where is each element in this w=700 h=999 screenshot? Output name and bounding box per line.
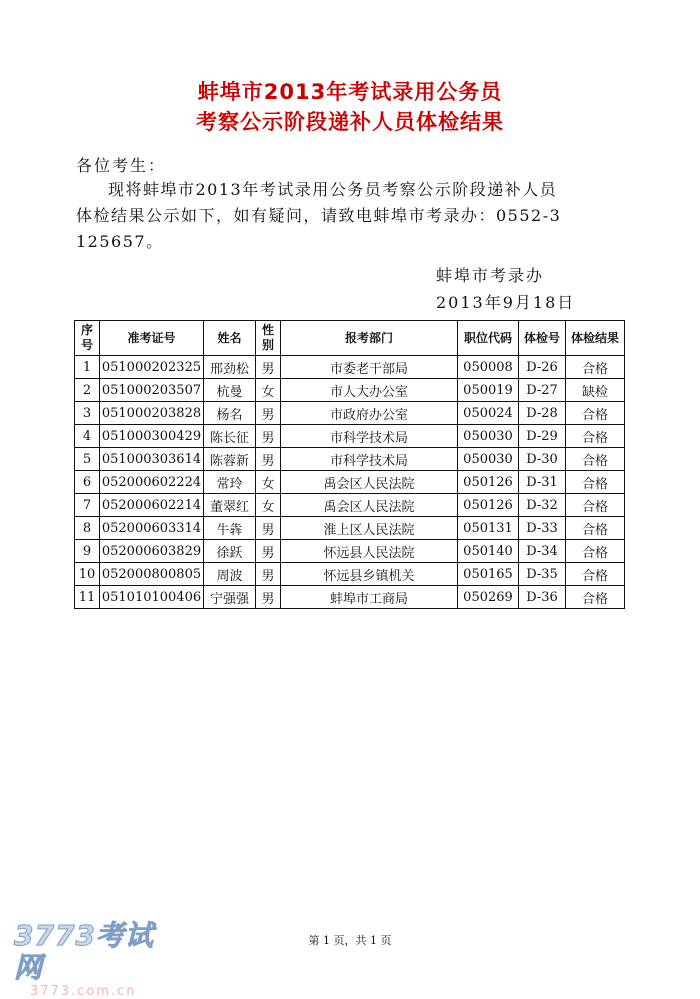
cell-sex: 男 [256,448,281,471]
cell-no: 4 [75,425,100,448]
header-result: 体检结果 [566,321,625,356]
cell-result: 合格 [566,448,625,471]
cell-department: 市委老干部局 [281,356,458,379]
cell-department: 淮上区人民法院 [281,517,458,540]
cell-result: 缺检 [566,379,625,402]
table-row [75,563,625,586]
header-sex [256,321,281,356]
results-table [74,320,625,609]
cell-position-code: 050030 [458,425,519,448]
cell-exam-no: D-27 [519,379,566,402]
cell-exam-no: D-35 [519,563,566,586]
cell-department: 怀远县乡镇机关 [281,563,458,586]
cell-no: 3 [75,402,100,425]
cell-no: 9 [75,540,100,563]
header-department: 报考部门 [281,321,458,356]
cell-exam-no: D-26 [519,356,566,379]
cell-result: 合格 [566,402,625,425]
cell-position-code: 050269 [458,586,519,609]
cell-name: 陈蓉新 [204,448,256,471]
cell-exam-id: 052000603829 [100,540,204,563]
cell-no: 5 [75,448,100,471]
signature-date: 2013年9月18日 [436,293,576,312]
cell-exam-id: 052000800805 [100,563,204,586]
title-line-2: 考察公示阶段递补人员体检结果 [196,110,504,134]
cell-exam-no: D-29 [519,425,566,448]
cell-department: 市科学技术局 [281,425,458,448]
cell-exam-id: 052000602214 [100,494,204,517]
cell-exam-id: 051000300429 [100,425,204,448]
cell-exam-no: D-32 [519,494,566,517]
cell-department: 怀远县人民法院 [281,540,458,563]
table-row [75,425,625,448]
table-row [75,540,625,563]
cell-no: 10 [75,563,100,586]
cell-sex: 男 [256,586,281,609]
cell-position-code: 050019 [458,379,519,402]
salutation: 各位考生： [76,156,167,175]
cell-department: 市人大办公室 [281,379,458,402]
cell-department: 禹会区人民法院 [281,471,458,494]
cell-exam-id: 052000602224 [100,471,204,494]
cell-position-code: 050030 [458,448,519,471]
cell-exam-id: 051000203507 [100,379,204,402]
cell-name: 徐跃 [204,540,256,563]
table-row [75,517,625,540]
cell-name: 周波 [204,563,256,586]
table-row [75,379,625,402]
cell-department: 市政府办公室 [281,402,458,425]
cell-department: 禹会区人民法院 [281,494,458,517]
table-row [75,356,625,379]
cell-result: 合格 [566,356,625,379]
table-row [75,471,625,494]
cell-sex: 男 [256,563,281,586]
cell-exam-id: 051000202325 [100,356,204,379]
cell-no: 2 [75,379,100,402]
cell-position-code: 050008 [458,356,519,379]
cell-exam-id: 051000203828 [100,402,204,425]
header-name: 姓名 [204,321,256,356]
cell-no: 11 [75,586,100,609]
cell-name: 牛犇 [204,517,256,540]
watermark-brand: 3773考试网 [14,919,154,984]
cell-exam-id: 051000303614 [100,448,204,471]
cell-result: 合格 [566,494,625,517]
cell-exam-no: D-31 [519,471,566,494]
header-position-code: 职位代码 [458,321,519,356]
table-row [75,448,625,471]
cell-exam-no: D-28 [519,402,566,425]
cell-name: 董翠红 [204,494,256,517]
header-exam-no: 体检号 [519,321,566,356]
cell-name: 杭曼 [204,379,256,402]
cell-exam-no: D-30 [519,448,566,471]
cell-sex: 男 [256,517,281,540]
cell-no: 8 [75,517,100,540]
h-no-text: 序 号 [80,323,93,352]
cell-no: 7 [75,494,100,517]
cell-sex: 女 [256,494,281,517]
cell-position-code: 050126 [458,471,519,494]
cell-exam-no: D-33 [519,517,566,540]
table-header-row [75,321,625,356]
cell-sex: 女 [256,471,281,494]
cell-no: 6 [75,471,100,494]
cell-result: 合格 [566,425,625,448]
cell-department: 市科学技术局 [281,448,458,471]
cell-result: 合格 [566,586,625,609]
cell-sex: 男 [256,425,281,448]
signature-org: 蚌埠市考录办 [436,266,545,285]
cell-position-code: 050140 [458,540,519,563]
cell-sex: 男 [256,356,281,379]
cell-name: 宁强强 [204,586,256,609]
cell-sex: 男 [256,540,281,563]
header-exam-id: 准考证号 [100,321,204,356]
cell-department: 蚌埠市工商局 [281,586,458,609]
header-no [75,321,100,356]
cell-exam-no: D-34 [519,540,566,563]
cell-result: 合格 [566,540,625,563]
cell-sex: 男 [256,402,281,425]
cell-name: 常玲 [204,471,256,494]
page-footer: 第 1 页，共 1 页 [308,934,392,947]
table-row [75,402,625,425]
cell-position-code: 050165 [458,563,519,586]
cell-exam-no: D-36 [519,586,566,609]
cell-result: 合格 [566,563,625,586]
table-row [75,586,625,609]
cell-position-code: 050024 [458,402,519,425]
cell-result: 合格 [566,471,625,494]
cell-name: 杨名 [204,402,256,425]
cell-name: 邢劲松 [204,356,256,379]
cell-name: 陈长征 [204,425,256,448]
cell-no: 1 [75,356,100,379]
cell-result: 合格 [566,517,625,540]
cell-position-code: 050126 [458,494,519,517]
h-sex-text: 性 别 [261,323,274,352]
title-line-1: 蚌埠市2013年考试录用公务员 [197,80,503,104]
cell-position-code: 050131 [458,517,519,540]
notice-body: 现将蚌埠市2013年考试录用公务员考察公示阶段递补人员体检结果公示如下，如有疑问，请致电蚌埠市考录办：0552-3125657。 [76,180,562,251]
cell-sex: 女 [256,379,281,402]
cell-exam-id: 051010100406 [100,586,204,609]
cell-exam-id: 052000603314 [100,517,204,540]
table-row [75,494,625,517]
watermark-logo [14,919,174,999]
watermark-domain: 3773.com.cn [30,984,137,999]
